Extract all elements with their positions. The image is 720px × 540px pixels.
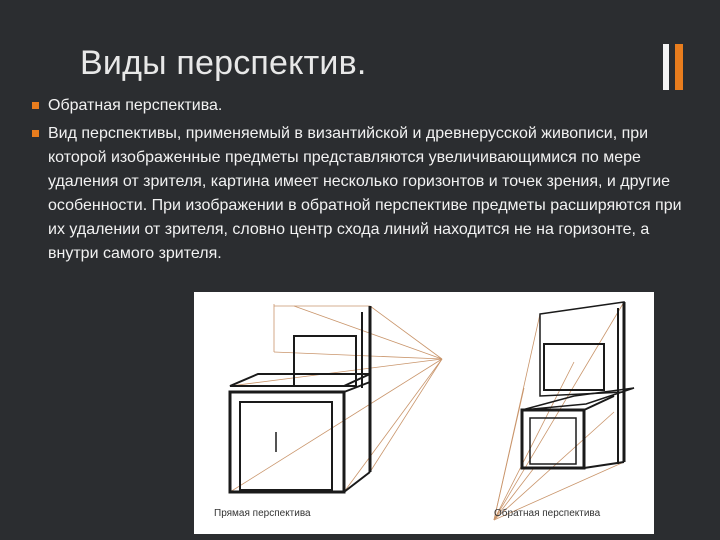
bullet-square-icon: [32, 102, 39, 109]
accent-bar-white: [663, 44, 669, 90]
slide-body: [32, 96, 702, 266]
linear-perspective-chair: [230, 304, 442, 492]
caption-reverse-perspective: Обратная перспектива: [494, 508, 601, 519]
bullet-item-2: [32, 122, 702, 266]
reverse-perspective-chair: [494, 302, 634, 520]
bullet-text-2: Вид перспективы, применяемый в византийской и древнерусской живописи, при которой изображенные предметы представляются увеличивающимися по мере удаления от зрителя, картина имеет несколько горизонтов и точек зрения, и другие особенности. При изображении в обратной перспективе предметы расширяются при их удалении от зрителя, словно центр схода линий находится не на горизонте, а внутри самого зрителя.: [48, 125, 682, 262]
bullet-square-icon: [32, 130, 39, 137]
perspective-drawing: [194, 292, 654, 534]
bullet-text-1: Обратная перспектива.: [48, 97, 223, 114]
caption-linear-perspective: Прямая перспектива: [214, 508, 311, 519]
bullet-item-1: [32, 96, 702, 116]
accent-bar-orange: [675, 44, 683, 90]
perspective-illustration: [194, 292, 654, 534]
slide-title: Виды перспектив.: [80, 44, 367, 82]
